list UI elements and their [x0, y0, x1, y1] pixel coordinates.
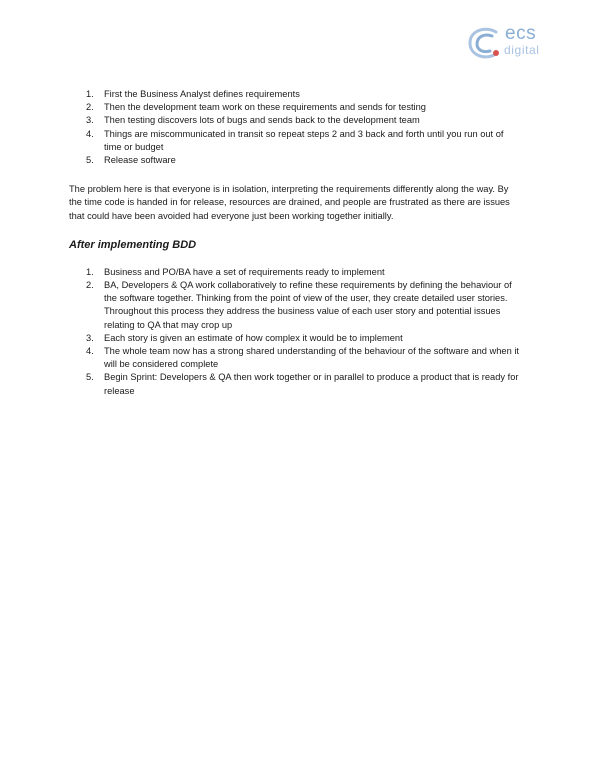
- list-item-text: BA, Developers & QA work collaboratively to refine these requirements by defining the behaviour of the software together. Thinking from the point of view of the user, they create detailed user stories. Throughout this process they address the business value of each user story and potential issues relating to QA that may crop up: [104, 280, 512, 330]
- list-number: 2.: [86, 102, 94, 113]
- list-item: [69, 101, 523, 114]
- list-number: 2.: [86, 280, 94, 291]
- list-item-text: Then the development team work on these requirements and sends for testing: [104, 102, 426, 113]
- list-number: 1.: [86, 89, 94, 99]
- section-heading: After implementing BDD: [69, 238, 197, 251]
- logo-text-sub: digital: [504, 43, 540, 57]
- list-item-text: Begin Sprint: Developers & QA then work together or in parallel to produce a product that is ready for release: [104, 372, 519, 396]
- ecs-digital-logo: [466, 23, 546, 61]
- list-item-text: Each story is given an estimate of how complex it would be to implement: [104, 332, 403, 343]
- list-item: [69, 345, 523, 371]
- list-number: 3.: [86, 332, 94, 343]
- list-item-text: Business and PO/BA have a set of requirements ready to implement: [104, 266, 385, 277]
- list-item: [69, 279, 523, 332]
- list-item-text: Then testing discovers lots of bugs and sends back to the development team: [104, 115, 420, 126]
- list-number: 1.: [86, 266, 94, 277]
- problem-paragraph: The problem here is that everyone is in isolation, interpreting the requirements differently along the way. By the time code is handed in for release, resources are drained, and people are frustrated as there are issues that could have been avoided had everyone just been working together initially.: [69, 184, 510, 221]
- list-item: [69, 332, 523, 345]
- before-bdd-list: [69, 88, 523, 167]
- list-number: 4.: [86, 346, 94, 357]
- list-item: [69, 114, 523, 127]
- list-item: [69, 266, 523, 279]
- list-item-text: First the Business Analyst defines requirements: [104, 89, 300, 99]
- list-item: [69, 154, 523, 167]
- list-item-text: Release software: [104, 155, 176, 166]
- list-number: 4.: [86, 128, 94, 139]
- list-number: 5.: [86, 372, 94, 383]
- logo-text-main: ecs: [505, 23, 537, 44]
- list-item: [69, 371, 523, 397]
- list-item-text: The whole team now has a strong shared understanding of the behaviour of the software and when it will be considered complete: [104, 346, 520, 370]
- ecs-swirl-logo-icon: [466, 27, 506, 61]
- list-item: [69, 128, 523, 154]
- document-content: [69, 88, 523, 398]
- list-number: 5.: [86, 155, 94, 166]
- list-number: 3.: [86, 115, 94, 126]
- list-item: [69, 88, 523, 101]
- after-bdd-list: [69, 266, 523, 398]
- list-item-text: Things are miscommunicated in transit so repeat steps 2 and 3 back and forth until you run out of time or budget: [104, 128, 504, 152]
